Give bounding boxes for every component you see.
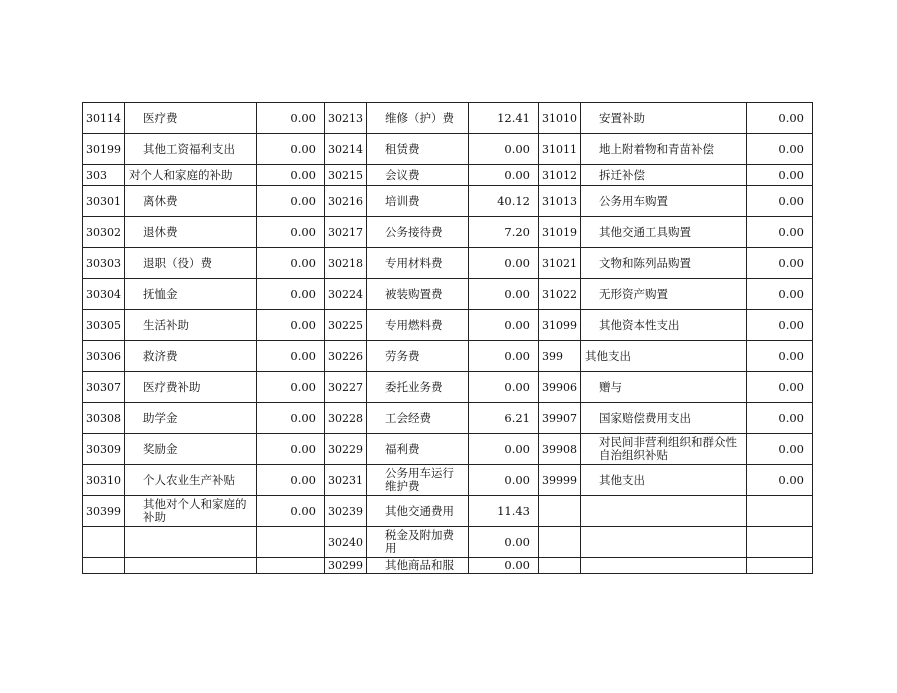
amount-cell: 0.00 — [469, 558, 539, 574]
economic-code-cell: 30217 — [325, 217, 367, 248]
economic-code-cell: 30301 — [83, 186, 125, 217]
table-row — [83, 465, 813, 496]
economic-code-cell — [83, 527, 125, 558]
economic-code-cell: 31012 — [539, 165, 581, 186]
economic-code-cell: 30218 — [325, 248, 367, 279]
item-name-cell: 救济费 — [125, 341, 257, 372]
amount-cell: 0.00 — [469, 341, 539, 372]
table-row — [83, 103, 813, 134]
economic-code-cell: 30309 — [83, 434, 125, 465]
item-name-cell: 专用燃料费 — [367, 310, 469, 341]
amount-cell: 0.00 — [257, 248, 325, 279]
amount-cell: 7.20 — [469, 217, 539, 248]
amount-cell: 0.00 — [747, 310, 813, 341]
economic-code-cell: 30239 — [325, 496, 367, 527]
item-name-cell — [581, 527, 747, 558]
economic-code-cell: 39907 — [539, 403, 581, 434]
economic-code-cell: 31022 — [539, 279, 581, 310]
amount-cell: 11.43 — [469, 496, 539, 527]
economic-code-cell: 30114 — [83, 103, 125, 134]
amount-cell: 0.00 — [747, 279, 813, 310]
amount-cell: 0.00 — [257, 165, 325, 186]
economic-code-cell: 30215 — [325, 165, 367, 186]
amount-cell: 0.00 — [469, 134, 539, 165]
item-name-cell: 退职（役）费 — [125, 248, 257, 279]
amount-cell: 0.00 — [257, 310, 325, 341]
table-row — [83, 341, 813, 372]
amount-cell: 0.00 — [747, 217, 813, 248]
amount-cell: 0.00 — [747, 165, 813, 186]
economic-code-cell: 30227 — [325, 372, 367, 403]
economic-code-cell: 303 — [83, 165, 125, 186]
amount-cell: 0.00 — [257, 372, 325, 403]
economic-code-cell — [539, 558, 581, 574]
amount-cell — [257, 558, 325, 574]
table-row — [83, 217, 813, 248]
economic-code-cell: 30240 — [325, 527, 367, 558]
item-name-cell — [581, 496, 747, 527]
amount-cell: 0.00 — [469, 279, 539, 310]
economic-code-cell: 30216 — [325, 186, 367, 217]
item-name-cell: 无形资产购置 — [581, 279, 747, 310]
item-name-cell: 安置补助 — [581, 103, 747, 134]
table-row — [83, 496, 813, 527]
economic-code-cell — [539, 496, 581, 527]
amount-cell — [747, 558, 813, 574]
amount-cell: 0.00 — [747, 248, 813, 279]
amount-cell: 0.00 — [257, 186, 325, 217]
amount-cell — [257, 527, 325, 558]
economic-code-cell: 31019 — [539, 217, 581, 248]
economic-code-cell: 30399 — [83, 496, 125, 527]
economic-code-cell: 39908 — [539, 434, 581, 465]
item-name-cell: 培训费 — [367, 186, 469, 217]
amount-cell — [747, 496, 813, 527]
table-row — [83, 186, 813, 217]
amount-cell — [747, 527, 813, 558]
item-name-cell: 公务用车运行维护费 — [367, 465, 469, 496]
table-row — [83, 527, 813, 558]
economic-code-cell: 31021 — [539, 248, 581, 279]
item-name-cell: 文物和陈列品购置 — [581, 248, 747, 279]
item-name-cell: 其他支出 — [581, 465, 747, 496]
amount-cell: 0.00 — [747, 465, 813, 496]
economic-code-cell — [83, 558, 125, 574]
item-name-cell: 劳务费 — [367, 341, 469, 372]
item-name-cell: 医疗费 — [125, 103, 257, 134]
amount-cell: 0.00 — [257, 341, 325, 372]
amount-cell: 0.00 — [747, 403, 813, 434]
amount-cell: 0.00 — [747, 372, 813, 403]
item-name-cell: 其他资本性支出 — [581, 310, 747, 341]
economic-code-cell: 30310 — [83, 465, 125, 496]
economic-code-cell: 30229 — [325, 434, 367, 465]
item-name-cell: 其他工资福利支出 — [125, 134, 257, 165]
item-name-cell: 对个人和家庭的补助 — [125, 165, 257, 186]
item-name-cell: 工会经费 — [367, 403, 469, 434]
economic-code-cell: 30231 — [325, 465, 367, 496]
economic-code-cell: 30226 — [325, 341, 367, 372]
item-name-cell: 其他交通工具购置 — [581, 217, 747, 248]
item-name-cell — [581, 558, 747, 574]
amount-cell: 0.00 — [469, 165, 539, 186]
item-name-cell: 其他交通费用 — [367, 496, 469, 527]
amount-cell: 0.00 — [257, 279, 325, 310]
amount-cell: 0.00 — [257, 103, 325, 134]
item-name-cell: 租赁费 — [367, 134, 469, 165]
table-row — [83, 310, 813, 341]
amount-cell: 40.12 — [469, 186, 539, 217]
amount-cell: 12.41 — [469, 103, 539, 134]
economic-code-cell — [539, 527, 581, 558]
economic-code-cell: 30305 — [83, 310, 125, 341]
amount-cell: 0.00 — [747, 341, 813, 372]
economic-code-cell: 31099 — [539, 310, 581, 341]
expenditure-table — [82, 102, 813, 574]
table-row — [83, 279, 813, 310]
economic-code-cell: 39906 — [539, 372, 581, 403]
item-name-cell: 公务接待费 — [367, 217, 469, 248]
economic-code-cell: 30302 — [83, 217, 125, 248]
item-name-cell — [125, 527, 257, 558]
item-name-cell: 公务用车购置 — [581, 186, 747, 217]
item-name-cell: 抚恤金 — [125, 279, 257, 310]
economic-code-cell: 31013 — [539, 186, 581, 217]
item-name-cell: 离休费 — [125, 186, 257, 217]
table-body — [83, 103, 813, 574]
amount-cell: 0.00 — [257, 496, 325, 527]
economic-code-cell: 30213 — [325, 103, 367, 134]
table-row — [83, 134, 813, 165]
item-name-cell: 其他支出 — [581, 341, 747, 372]
amount-cell: 0.00 — [469, 248, 539, 279]
amount-cell: 0.00 — [469, 527, 539, 558]
item-name-cell: 专用材料费 — [367, 248, 469, 279]
item-name-cell: 助学金 — [125, 403, 257, 434]
item-name-cell: 委托业务费 — [367, 372, 469, 403]
amount-cell: 0.00 — [469, 465, 539, 496]
amount-cell: 0.00 — [469, 310, 539, 341]
item-name-cell: 对民间非营利组织和群众性自治组织补贴 — [581, 434, 747, 465]
amount-cell: 6.21 — [469, 403, 539, 434]
amount-cell: 0.00 — [747, 434, 813, 465]
table-row — [83, 248, 813, 279]
economic-code-cell: 31011 — [539, 134, 581, 165]
item-name-cell: 退休费 — [125, 217, 257, 248]
item-name-cell: 医疗费补助 — [125, 372, 257, 403]
economic-code-cell: 30225 — [325, 310, 367, 341]
economic-code-cell: 30228 — [325, 403, 367, 434]
item-name-cell: 维修（护）费 — [367, 103, 469, 134]
item-name-cell — [125, 558, 257, 574]
item-name-cell: 个人农业生产补贴 — [125, 465, 257, 496]
item-name-cell: 赠与 — [581, 372, 747, 403]
economic-code-cell: 30304 — [83, 279, 125, 310]
amount-cell: 0.00 — [257, 134, 325, 165]
economic-code-cell: 31010 — [539, 103, 581, 134]
amount-cell: 0.00 — [747, 134, 813, 165]
table-row — [83, 434, 813, 465]
table-row — [83, 165, 813, 186]
economic-code-cell: 30303 — [83, 248, 125, 279]
table-row — [83, 558, 813, 574]
item-name-cell: 其他对个人和家庭的补助 — [125, 496, 257, 527]
item-name-cell: 奖励金 — [125, 434, 257, 465]
item-name-cell: 福利费 — [367, 434, 469, 465]
amount-cell: 0.00 — [469, 372, 539, 403]
item-name-cell: 国家赔偿费用支出 — [581, 403, 747, 434]
economic-code-cell: 399 — [539, 341, 581, 372]
table-row — [83, 372, 813, 403]
item-name-cell: 税金及附加费用 — [367, 527, 469, 558]
item-name-cell: 地上附着物和青苗补偿 — [581, 134, 747, 165]
item-name-cell: 其他商品和服 — [367, 558, 469, 574]
amount-cell: 0.00 — [257, 434, 325, 465]
amount-cell: 0.00 — [257, 217, 325, 248]
economic-code-cell: 30306 — [83, 341, 125, 372]
economic-code-cell: 30308 — [83, 403, 125, 434]
item-name-cell: 生活补助 — [125, 310, 257, 341]
amount-cell: 0.00 — [257, 403, 325, 434]
table-row — [83, 403, 813, 434]
economic-code-cell: 30307 — [83, 372, 125, 403]
economic-code-cell: 39999 — [539, 465, 581, 496]
item-name-cell: 被装购置费 — [367, 279, 469, 310]
economic-code-cell: 30199 — [83, 134, 125, 165]
amount-cell: 0.00 — [469, 434, 539, 465]
amount-cell: 0.00 — [747, 103, 813, 134]
amount-cell: 0.00 — [257, 465, 325, 496]
economic-code-cell: 30224 — [325, 279, 367, 310]
item-name-cell: 会议费 — [367, 165, 469, 186]
item-name-cell: 拆迁补偿 — [581, 165, 747, 186]
amount-cell: 0.00 — [747, 186, 813, 217]
economic-code-cell: 30214 — [325, 134, 367, 165]
economic-code-cell: 30299 — [325, 558, 367, 574]
